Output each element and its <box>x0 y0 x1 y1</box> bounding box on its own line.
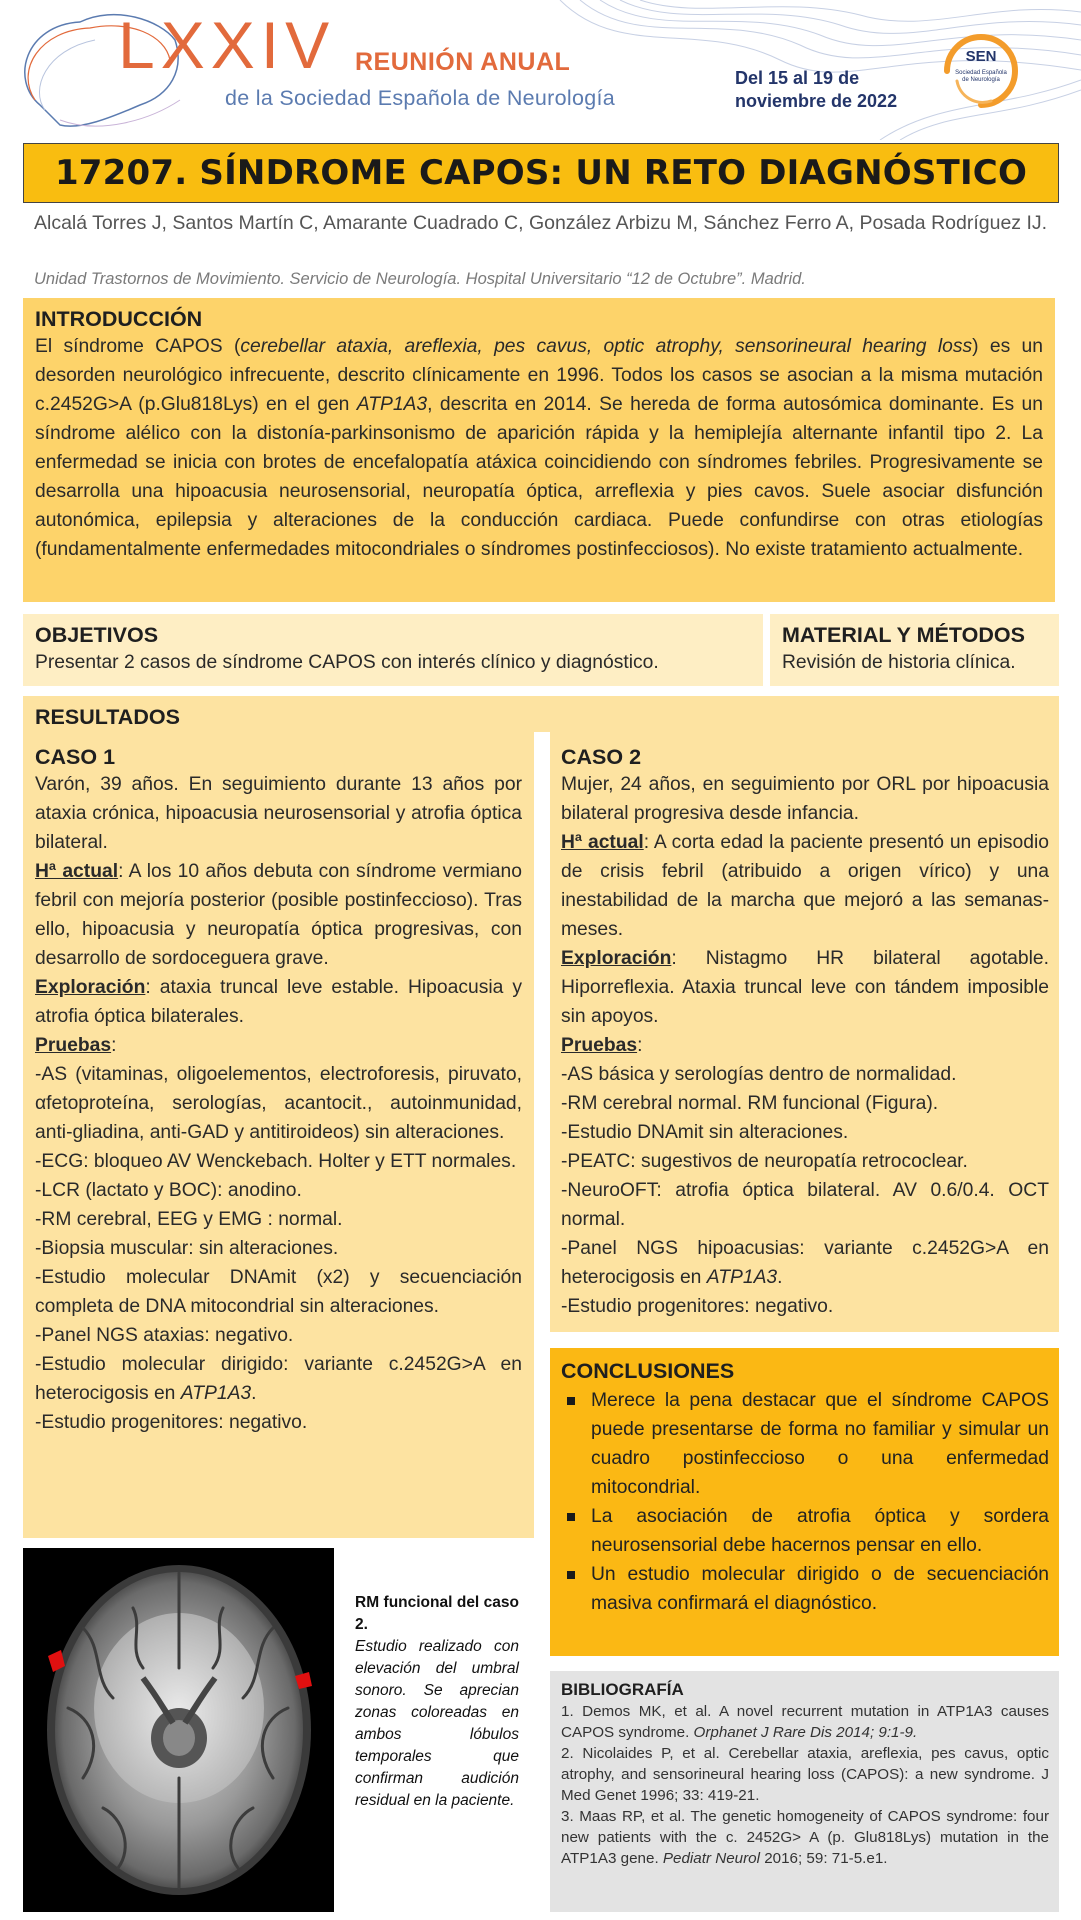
material-text: Revisión de historia clínica. <box>782 652 1016 673</box>
dates-line-2: noviembre de 2022 <box>735 91 898 111</box>
caso1-test-9: -Estudio progenitores: negativo. <box>35 1412 308 1433</box>
caso2-test-5: -NeuroOFT: atrofia óptica bilateral. AV 0.6/0.4. OCT normal. <box>561 1180 1049 1230</box>
caso1-test-5: -Biopsia muscular: sin alteraciones. <box>35 1238 339 1259</box>
poster-title-box <box>23 143 1059 203</box>
figure-caption <box>355 1592 519 1812</box>
sen-logo-subtitle: Sociedad Española de Neurología <box>955 70 1007 83</box>
congress-number: LXXIV <box>118 8 336 82</box>
brain-mri-image <box>23 1548 334 1912</box>
society-name: de la Sociedad Española de Neurología <box>225 86 616 110</box>
caso2-body <box>561 770 1049 1321</box>
sen-logo-text: SEN <box>965 48 997 65</box>
bibliografia-section <box>550 1671 1059 1912</box>
congress-dates <box>735 67 897 113</box>
caso2-test-3: -Estudio DNAmit sin alteraciones. <box>561 1122 849 1143</box>
authors: Alcalá Torres J, Santos Martín C, Amarante Cuadrado C, González Arbizu M, Sánchez Ferro A, Posada Rodríguez IJ. <box>34 212 1048 234</box>
conclusiones-heading: CONCLUSIONES <box>561 1359 735 1383</box>
conclusiones-list <box>561 1386 1049 1618</box>
caso1-exam: Exploración: ataxia truncal leve estable. Hipoacusia y atrofia óptica bilaterales. <box>35 977 522 1027</box>
caso2-exam: Exploración: Nistagmo HR bilateral agotable. Hiporreflexia. Ataxia truncal leve con tándem imposible sin apoyos. <box>561 948 1049 1027</box>
caso1-body <box>35 770 522 1437</box>
reference-item: 3. Maas RP, et al. The genetic homogeneity of CAPOS syndrome: four new patients with the c. 2452G> A (p. Glu818Lys) mutation in the ATP1A3 gene. Pediatr Neurol 2016; 59: 71-5.e1. <box>561 1808 1049 1867</box>
caso1-test-7: -Panel NGS ataxias: negativo. <box>35 1325 294 1346</box>
dates-line-1: Del 15 al 19 de <box>735 68 860 88</box>
resultados-heading: RESULTADOS <box>35 705 180 729</box>
caso1-history: Hª actual: A los 10 años debuta con síndrome vermiano febril con mejoría posterior (posible postinfeccioso). Tras ello, hipoacusia y neuropatía óptica progresivas, con desarrollo de sordoceguera grave. <box>35 861 522 969</box>
caso1-test-2: -ECG: bloqueo AV Wenckebach. Holter y ETT normales. <box>35 1151 517 1172</box>
objetivos-section <box>23 614 763 686</box>
caso2-section <box>550 732 1059 1332</box>
objetivos-text: Presentar 2 casos de síndrome CAPOS con interés clínico y diagnóstico. <box>35 652 659 673</box>
reference-list <box>561 1701 1049 1869</box>
caso1-intro: Varón, 39 años. En seguimiento durante 13 años por ataxia crónica, hipoacusia neurosensorial y atrofia óptica bilateral. <box>35 774 522 853</box>
caso2-test-7: -Estudio progenitores: negativo. <box>561 1296 834 1317</box>
caso2-test-2: -RM cerebral normal. RM funcional (Figura). <box>561 1093 939 1114</box>
conclusion-item: Merece la pena destacar que el síndrome CAPOS puede presentarse de forma no familiar y simular un cuadro postinfeccioso o una enfermedad mitocondrial. <box>561 1386 1049 1502</box>
caso2-test-6: -Panel NGS hipoacusias: variante c.2452G>A en heterocigosis en ATP1A3. <box>561 1238 1049 1288</box>
intro-text: El síndrome CAPOS (cerebellar ataxia, areflexia, pes cavus, optic atrophy, sensorineural hearing loss) es un desorden neurológico infrecuente, descrito clínicamente en 1996. Todos los casos se asocian a la misma mutación c.2452G>A (p.Glu818Lys) en el gen ATP1A3, descrita en 2014. Se hereda de forma autosómica dominante. Es un síndrome alélico con la distonía-parkinsonismo de aparición rápida y la hemiplejía alternante infantil tipo 2. La enfermedad se inicia con brotes de encefalopatía atáxica coincidiendo con síndromes febriles. Progresivamente se desarrolla una hipoacusia neurosensorial, neuropatía óptica, arreflexia y pies cavos. Suele asociar disfunción autonómica, epilepsia y alteraciones de la conducción cardiaca. Puede confundirse con otras etiologías (fundamentalmente enfermedades mitocondriales o síndromes postinfecciosos). No existe tratamiento actualmente. <box>35 336 1043 560</box>
caso2-heading: CASO 2 <box>561 745 642 769</box>
caso1-test-4: -RM cerebral, EEG y EMG : normal. <box>35 1209 343 1230</box>
resultados-section <box>23 696 1059 732</box>
caso1-test-3: -LCR (lactato y BOC): anodino. <box>35 1180 302 1201</box>
caso1-test-6: -Estudio molecular DNAmit (x2) y secuenciación completa de DNA mitocondrial sin alteraciones. <box>35 1267 522 1317</box>
caso2-intro: Mujer, 24 años, en seguimiento por ORL por hipoacusia bilateral progresiva desde infancia. <box>561 774 1049 824</box>
material-section <box>770 614 1059 686</box>
caso2-test-4: -PEATC: sugestivos de neuropatía retrococlear. <box>561 1151 968 1172</box>
capos-acronym-expansion: cerebellar ataxia, areflexia, pes cavus, optic atrophy, sensorineural hearing loss <box>240 336 973 357</box>
figure-caption-body: Estudio realizado con elevación del umbral sonoro. Se aprecian zonas coloreadas en ambos lóbulos temporales que confirman audición residual en la paciente. <box>355 1638 519 1809</box>
intro-section <box>23 298 1055 602</box>
caso1-heading: CASO 1 <box>35 745 116 769</box>
conclusion-item: La asociación de atrofia óptica y sordera neurosensorial debe hacernos pensar en ello. <box>561 1502 1049 1560</box>
caso2-test-1: -AS básica y serologías dentro de normalidad. <box>561 1064 957 1085</box>
figure-caption-title: RM funcional del caso 2. <box>355 1594 519 1633</box>
material-heading: MATERIAL Y MÉTODOS <box>782 623 1025 647</box>
intro-heading: INTRODUCCIÓN <box>35 307 203 331</box>
affiliation: Unidad Trastornos de Movimiento. Servicio de Neurología. Hospital Universitario “12 de Octubre”. Madrid. <box>34 270 806 288</box>
bibliografia-heading: BIBLIOGRAFÍA <box>561 1680 684 1699</box>
caso1-test-1: -AS (vitaminas, oligoelementos, electroforesis, piruvato, αfetoproteína, serologías, acantocit., autoinmunidad, anti-gliadina, anti-GAD y antitiroideos) sin alteraciones. <box>35 1064 522 1143</box>
objetivos-heading: OBJETIVOS <box>35 623 159 647</box>
caso2-history: Hª actual: A corta edad la paciente presentó un episodio de crisis febril (atribuido a origen vírico) y una inestabilidad de la marcha que mejoró a las semanas-meses. <box>561 832 1049 940</box>
conclusiones-section <box>550 1348 1059 1656</box>
brain-mri-icon <box>23 1548 334 1912</box>
reference-item: 1. Demos MK, et al. A novel recurrent mutation in ATP1A3 causes CAPOS syndrome. Orphanet J Rare Dis 2014; 9:1-9. <box>561 1703 1049 1741</box>
gene-name: ATP1A3 <box>356 394 428 415</box>
caso1-tests-label: Pruebas: <box>35 1035 117 1056</box>
caso2-tests-label: Pruebas: <box>561 1035 643 1056</box>
poster-title: 17207. SÍNDROME CAPOS: UN RETO DIAGNÓSTICO <box>54 153 1028 193</box>
congress-header <box>0 0 1081 140</box>
caso1-section <box>23 732 534 1538</box>
reference-item: 2. Nicolaides P, et al. Cerebellar ataxia, areflexia, pes cavus, optic atrophy, and sensorineural hearing loss (CAPOS): a new syndrome. J Med Genet 1996; 33: 419-21. <box>561 1745 1049 1804</box>
caso1-test-8: -Estudio molecular dirigido: variante c.2452G>A en heterocigosis en ATP1A3. <box>35 1354 522 1404</box>
conclusion-item: Un estudio molecular dirigido o de secuenciación masiva confirmará el diagnóstico. <box>561 1560 1049 1618</box>
meeting-label: REUNIÓN ANUAL <box>355 48 571 76</box>
